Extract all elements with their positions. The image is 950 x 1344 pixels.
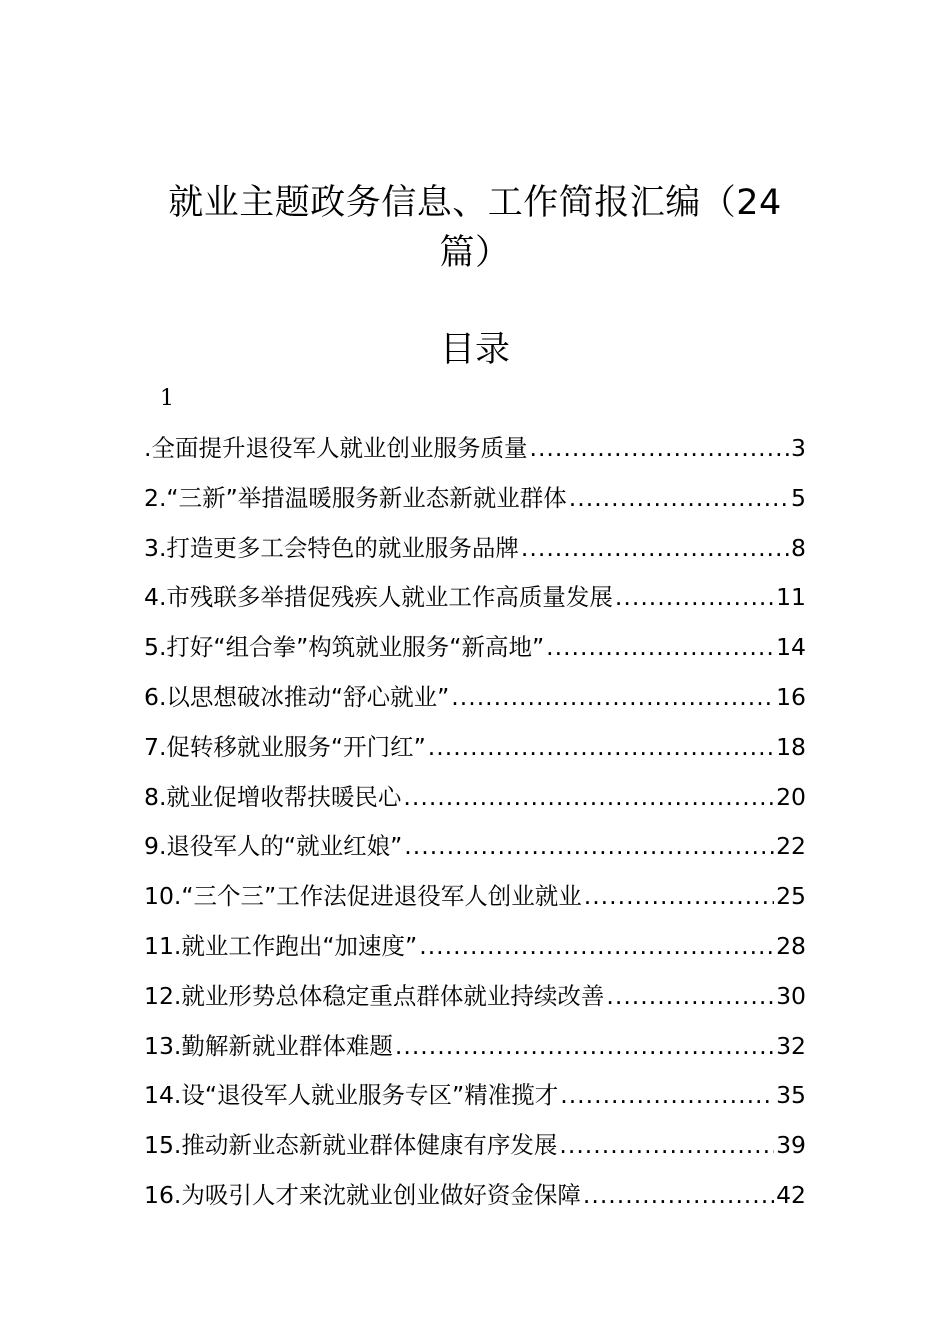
- toc-entry-title: 10.“三个三”工作法促进退役军人创业就业: [144, 882, 582, 911]
- toc-entry[interactable]: [144, 1077, 806, 1127]
- toc-entry-page: 32: [776, 1031, 806, 1060]
- toc-entry[interactable]: [144, 1177, 806, 1227]
- toc-entry-page: 22: [776, 832, 806, 861]
- toc-entry-title: 11.就业工作跑出“加速度”: [144, 931, 418, 960]
- toc-leader-dots: [615, 579, 774, 615]
- toc-entry-title: .全面提升退役军人就业创业服务质量: [144, 434, 528, 462]
- toc-leader-dots: [403, 779, 774, 815]
- toc-entry-title: 7.促转移就业服务“开门红”: [144, 732, 426, 761]
- toc-entry-page: 28: [776, 931, 806, 960]
- toc-leader-dots: [395, 1028, 774, 1064]
- toc-entry-title: 9.退役军人的“就业红娘”: [144, 832, 403, 861]
- toc-leader-dots: [529, 430, 789, 466]
- toc-heading: 目录: [439, 330, 510, 370]
- toc-entry-title: 14.设“退役军人就业服务专区”精准揽才: [144, 1081, 559, 1110]
- toc-entry-title: 12.就业形势总体稳定重点群体就业持续改善: [144, 981, 605, 1010]
- toc-entry-page: 8: [791, 533, 806, 562]
- toc-entry[interactable]: [144, 928, 806, 978]
- toc-entry[interactable]: [144, 1028, 806, 1078]
- toc-entry-page: 11: [776, 583, 806, 612]
- toc-leader-dots: [559, 1127, 774, 1163]
- toc-leader-dots: [546, 629, 774, 665]
- stray-number: 1: [160, 386, 174, 411]
- toc-leader-dots: [583, 1177, 774, 1213]
- toc-list: [144, 430, 806, 1227]
- toc-entry-title: 6.以思想破冰推动“舒心就业”: [144, 682, 450, 711]
- toc-entry-title: 8.就业促增收帮扶暖民心: [144, 782, 402, 811]
- toc-entry-page: 20: [776, 782, 806, 811]
- toc-leader-dots: [451, 679, 774, 715]
- toc-entry[interactable]: [144, 978, 806, 1028]
- toc-entry[interactable]: [144, 729, 806, 779]
- toc-entry-page: 42: [776, 1180, 806, 1209]
- toc-entry-title: 13.勤解新就业群体难题: [144, 1031, 393, 1060]
- toc-entry-page: 30: [776, 981, 806, 1010]
- toc-entry[interactable]: [144, 779, 806, 829]
- toc-leader-dots: [569, 480, 789, 516]
- toc-entry-page: 3: [791, 434, 806, 462]
- toc-entry-title: 16.为吸引人才来沈就业创业做好资金保障: [144, 1180, 581, 1209]
- toc-entry[interactable]: [144, 828, 806, 878]
- toc-entry[interactable]: [144, 1127, 806, 1177]
- toc-entry-page: 35: [776, 1081, 806, 1110]
- toc-entry-title: 15.推动新业态新就业群体健康有序发展: [144, 1131, 558, 1160]
- toc-leader-dots: [419, 928, 774, 964]
- toc-leader-dots: [584, 878, 774, 914]
- toc-entry[interactable]: [144, 878, 806, 928]
- toc-entry-title: 5.打好“组合拳”构筑就业服务“新高地”: [144, 633, 545, 662]
- toc-entry-page: 18: [776, 732, 806, 761]
- document-title: 就业主题政务信息、工作简报汇编（24篇）: [168, 183, 782, 273]
- toc-leader-dots: [521, 530, 789, 566]
- toc-entry-page: 25: [776, 882, 806, 911]
- toc-entry[interactable]: [144, 629, 806, 679]
- toc-entry-page: 14: [776, 633, 806, 662]
- toc-leader-dots: [560, 1077, 774, 1113]
- toc-entry[interactable]: [144, 480, 806, 530]
- toc-entry[interactable]: [144, 679, 806, 729]
- toc-entry[interactable]: [144, 430, 806, 480]
- toc-entry[interactable]: [144, 530, 806, 580]
- toc-entry-page: 5: [791, 483, 806, 512]
- toc-entry-page: 39: [776, 1131, 806, 1160]
- toc-leader-dots: [404, 828, 774, 864]
- toc-entry-title: 4.市残联多举措促残疾人就业工作高质量发展: [144, 583, 613, 612]
- toc-leader-dots: [428, 729, 774, 765]
- toc-leader-dots: [606, 978, 774, 1014]
- toc-entry-page: 16: [776, 682, 806, 711]
- toc-entry-title: 3.打造更多工会特色的就业服务品牌: [144, 533, 519, 562]
- toc-entry-title: 2.“三新”举措温暖服务新业态新就业群体: [144, 483, 567, 512]
- toc-entry[interactable]: [144, 579, 806, 629]
